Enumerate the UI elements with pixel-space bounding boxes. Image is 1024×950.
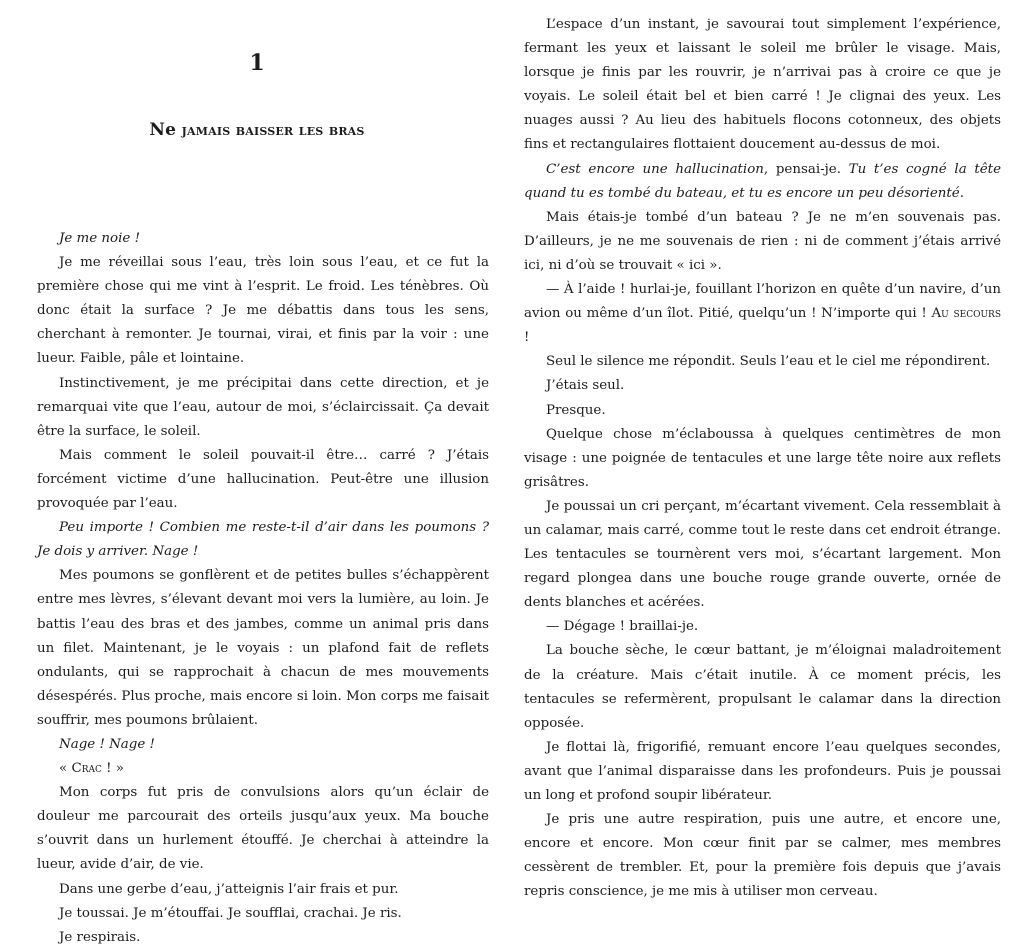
paragraph: Quelque chose m’éclaboussa à quelques centimètres de mon visage : une poignée de tentacules et une large tête noire aux reflets grisâtres. xyxy=(524,426,1001,490)
paragraph: Peu importe ! Combien me reste-t-il d’air dans les poumons ? Je dois y arriver. Nage ! xyxy=(37,520,489,560)
chapter-title xyxy=(37,120,477,140)
left-page-body xyxy=(37,227,489,950)
paragraph: Nage ! Nage ! xyxy=(59,736,155,752)
paragraph: Je flottai là, frigorifié, remuant encore l’eau quelques secondes, avant que l’animal disparaisse dans les profondeurs. Puis je poussai un long et profond soupir libérateur. xyxy=(524,739,1001,803)
paragraph: Je respirais. xyxy=(59,929,141,945)
paragraph: « Crac ! » xyxy=(59,761,124,777)
paragraph: La bouche sèche, le cœur battant, je m’éloignai maladroitement de la créature. Mais c’était inutile. À ce moment précis, les tentacules se refermèrent, propulsant le calamar dans la direction opposée. xyxy=(524,643,1001,731)
paragraph xyxy=(524,158,1001,206)
paragraph: Dans une gerbe d’eau, j’atteignis l’air frais et pur. xyxy=(59,881,399,897)
right-page-body xyxy=(524,13,1001,904)
paragraph: Je toussai. Je m’étouffai. Je soufflai, crachai. Je ris. xyxy=(59,905,402,921)
dialogue: — À l’aide ! hurlai-je, fouillant l’horizon en quête d’un navire, d’un avion ou même d’un îlot. Pitié, quelqu’un ! N’importe qui ! xyxy=(524,282,1001,322)
chapter-number: 1 xyxy=(249,50,265,76)
paragraph: Je me noie ! xyxy=(59,231,140,246)
paragraph: L’espace d’un instant, je savourai tout simplement l’expérience, fermant les yeux et laissant le soleil me brûler le visage. Mais, lorsque je finis par les rouvrir, je n’arrivai pas à croire ce que je voyais. Le soleil était bel et bien carré ! Je clignai des yeux. Les nuages aussi ? Au lieu des habituels flocons cotonneux, des objets fins et rectangulaires flottaient doucement au-dessus de moi. xyxy=(524,17,1001,153)
paragraph: J’étais seul. xyxy=(546,378,625,394)
paragraph: Je pris une autre respiration, puis une autre, et encore une, encore et encore. Mon cœur finit par se calmer, mes membres cessèrent de trembler. Et, pour la première fois depuis que j’avais repris conscience, je me mis à utiliser mon cerveau. xyxy=(524,812,1001,900)
paragraph: — Dégage ! braillai-je. xyxy=(546,619,699,635)
paragraph: Mais comment le soleil pouvait-il être… carré ? J’étais forcément victime d’une hallucination. Peut-être une illusion provoquée par l’eau. xyxy=(37,447,489,512)
paragraph: Mon corps fut pris de convulsions alors qu’un éclair de douleur me parcourait des orteils jusqu’aux yeux. Ma bouche s’ouvrit dans un hurlement étouffé. Je cherchai à atteindre la lueur, avide d’air, de vie. xyxy=(37,785,489,873)
paragraph: Je poussai un cri perçant, m’écartant vivement. Cela ressemblait à un calamar, mais carré, comme tout le reste dans cet endroit étrange. Les tentacules se tournèrent vers moi, s’écartant largement. Mon regard plongea dans une bouche rouge grande ouverte, ornée de dents blanches et acérées. xyxy=(524,498,1001,611)
punctuation: . xyxy=(959,185,964,201)
chapter-title-rest: jamais baisser les bras xyxy=(181,121,365,139)
paragraph: Presque. xyxy=(546,402,606,418)
paragraph xyxy=(524,278,1001,350)
narration: , pensai-je. xyxy=(763,161,849,177)
punctuation: ! xyxy=(524,330,530,346)
thought-italic: C’est encore une hallucination xyxy=(546,161,764,177)
paragraph: Mes poumons se gonflèrent et de petites bulles s’échappèrent entre mes lèvres, s’élevant devant moi vers la lumière, au loin. Je battis l’eau des bras et des jambes, comme un animal pris dans un filet. Maintenant, je le voyais : un plafond fait de reflets ondulants, qui se rapprochait à chacun de mes mouvements désespérés. Plus proche, mais encore si loin. Mon corps me faisait souffrir, mes poumons brûlaient. xyxy=(37,568,489,728)
paragraph: Seul le silence me répondit. Seuls l’eau et le ciel me répondirent. xyxy=(546,354,991,370)
chapter-title-first-word: Ne xyxy=(149,120,177,140)
paragraph: Je me réveillai sous l’eau, très loin sous l’eau, et ce fut la première chose qui me vint à l’esprit. Le froid. Les ténèbres. Où donc était la surface ? Je me débattis dans tous les sens, cherchant à remonter. Je tournai, virai, et finis par la voir : une lueur. Faible, pâle et lointaine. xyxy=(37,255,489,367)
shout-smallcaps: Au secours xyxy=(931,306,1002,322)
thought-italic: Tu t’es cogné la tête quand tu es tombé du bateau, et tu es encore un peu désorienté xyxy=(524,161,1001,201)
paragraph: Instinctivement, je me précipitai dans cette direction, et je remarquai vite que l’eau, autour de moi, s’éclaircissait. Ça devait être la surface, le soleil. xyxy=(37,375,489,439)
paragraph: Mais étais-je tombé d’un bateau ? Je ne m’en souvenais pas. D’ailleurs, je ne me souvenais de rien : ni de comment j’étais arrivé ici, ni d’où se trouvait « ici ». xyxy=(524,209,1001,273)
